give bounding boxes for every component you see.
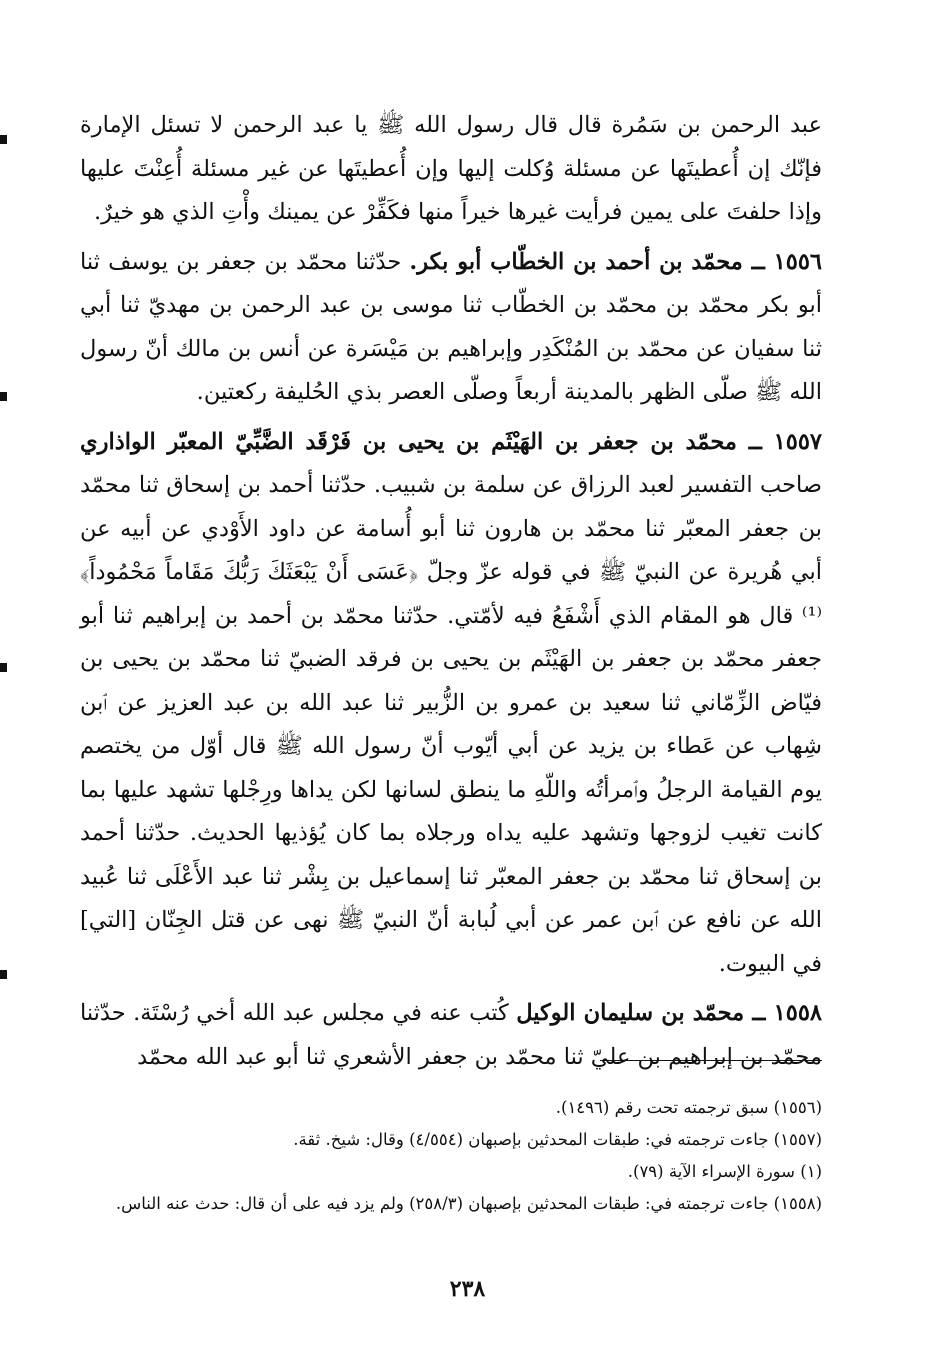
entry-1556-text: حدّثنا محمّد بن جعفر بن يوسف ثنا أبو بكر محمّد بن محمّد بن الخطّاب ثنا موسى بن عبد الرحمن بن مهديّ ثنا أبي ثنا سفيان عن محمّد بن المُنْكَدِر وإبراهيم بن مَيْسَرة عن أنس بن مالك أنّ رسول الله ﷺ صلّى الظهر بالمدينة أربعاً وصلّى العصر بذي الحُليفة ركعتين. <box>80 248 822 405</box>
main-text <box>80 104 822 1079</box>
scan-mark <box>0 970 7 979</box>
entry-1557-text: صاحب التفسير لعبد الرزاق عن سلمة بن شبيب. حدّثنا أحمد بن إسحاق ثنا محمّد بن جعفر المعبّر ثنا محمّد بن هارون ثنا أبو أُسامة عن داود الأَوْدي عن أبيه عن أبي هُريرة عن النبيّ ﷺ في قوله عزّ وجلّ ﴿عَسَى أَنْ يَبْعَثَكَ رَبُّكَ مَقَاماً مَحْمُوداً﴾⁽¹⁾ قال هو المقام الذي أَشْفَعُ فيه لأمّتي. حدّثنا محمّد بن أحمد بن إبراهيم ثنا أبو جعفر محمّد بن جعفر بن الهَيْثَم بن يحيى بن فرقد الضبيّ ثنا محمّد بن يحيى بن فيّاض الزِّمّاني ثنا سعيد بن عمرو بن الزُّبير ثنا عبد الله بن عبد العزيز عن ٱبن شِهاب عن عَطاء بن يزيد عن أبي أيّوب أنّ رسول الله ﷺ قال أوّل من يختصم يوم القيامة الرجلُ وٱمرأتُه واللّهِ ما ينطق لسانها لكن يداها ورِجْلها تشهد عليها بما كانت تغيب لزوجها وتشهد عليه يداه ورجلاه بما كان يُؤذيها الحديث. حدّثنا أحمد بن إسحاق ثنا محمّد بن جعفر المعبّر ثنا إسماعيل بن بِشْر ثنا عبد الأَعْلَى ثنا عُبيد الله عن نافع عن ٱبن عمر عن أبي لُبابة أنّ النبيّ ﷺ نهى عن قتل الجِنّان [التي] في البيوت. <box>80 472 822 977</box>
footnote-quran-ref: (١) سورة الإسراء الآية (٧٩). <box>627 1162 822 1181</box>
paragraph-4 <box>80 992 822 1079</box>
footnote-1558: (١٥٥٨) جاءت ترجمته في: طبقات المحدثين بإصبهان (٢٥٨/٣) ولم يزد فيه على أن قال: حدث عنه الناس. <box>115 1194 822 1213</box>
footnote-1557: (١٥٥٧) جاءت ترجمته في: طبقات المحدثين بإصبهان (٤/٥٥٤) وقال: شيخ. ثقة. <box>293 1130 822 1149</box>
entry-1558-text: كُتب عنه في مجلس عبد الله أخي رُسْتَة. حدّثنا محمّد بن إبراهيم بن عليّ ثنا محمّد بن جعفر الأشعري ثنا أبو عبد الله محمّد <box>80 1000 822 1070</box>
scan-mark <box>0 663 7 672</box>
paragraph-2 <box>80 241 822 415</box>
paragraph-3 <box>80 421 822 987</box>
entry-1557-heading: ١٥٥٧ ــ محمّد بن جعفر بن الهَيْثَم بن يحيى بن فَرْقَد الضَّبِّيّ المعبّر الواذاري <box>80 428 822 455</box>
scan-mark <box>0 135 7 144</box>
paragraph-1-text: عبد الرحمن بن سَمُرة قال قال رسول الله ﷺ يا عبد الرحمن لا تسئل الإمارة فإنّك إن أُعطيتَها عن مسئلة وُكلت إليها وإن أُعطيتَها عن غير مسئلة أُعِنْتَ عليها وإذا حلفتَ على يمين فرأيت غيرها خيراً منها فكَفِّرْ عن يمينك وأْتِ الذي هو خيرٌ. <box>80 112 822 225</box>
entry-1556-heading: ١٥٥٦ ــ محمّد بن أحمد بن الخطّاب أبو بكر. <box>409 248 823 275</box>
scan-mark <box>0 392 7 401</box>
page-number: ٢٣٨ <box>449 1276 486 1302</box>
footnote-1556: (١٥٥٦) سبق ترجمته تحت رقم (١٤٩٦). <box>555 1098 822 1117</box>
paragraph-1 <box>80 104 822 235</box>
footnotes <box>80 1092 822 1220</box>
entry-1558-heading: ١٥٥٨ ــ محمّد بن سليمان الوكيل <box>516 1000 822 1026</box>
footnote-separator <box>600 1060 822 1061</box>
